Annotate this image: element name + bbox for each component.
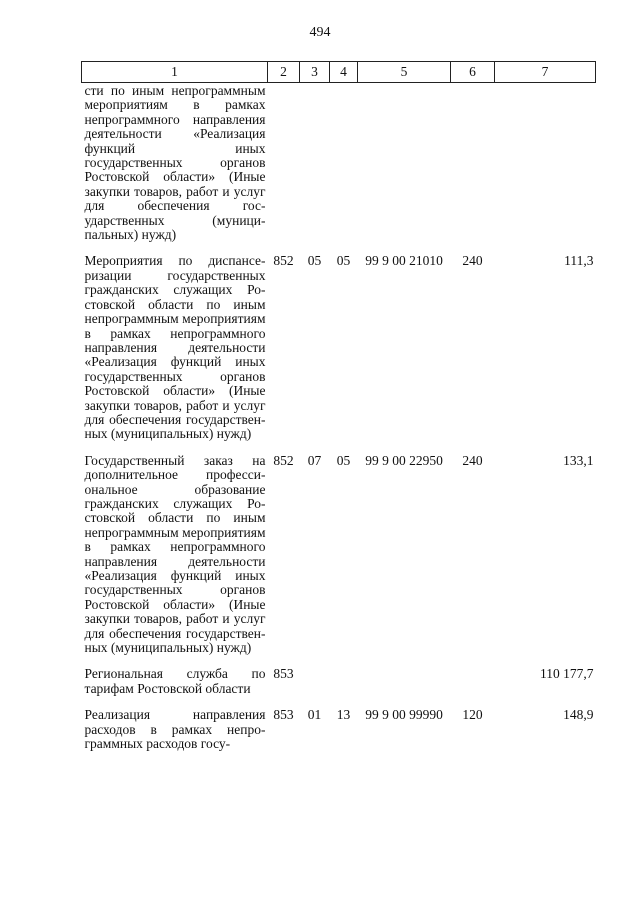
table-row bbox=[82, 454, 596, 668]
table-row bbox=[82, 254, 596, 453]
header-col-1: 1 bbox=[82, 62, 268, 83]
row-section-code bbox=[300, 667, 330, 708]
table-row bbox=[82, 667, 596, 708]
row-ministry-code: 852 bbox=[273, 253, 294, 269]
header-col-7: 7 bbox=[495, 62, 596, 83]
row-subsection-code: 05 bbox=[336, 253, 351, 269]
row-section-code bbox=[300, 83, 330, 255]
row-amount: 110 177,7 bbox=[540, 666, 594, 682]
row-ministry-code: 853 bbox=[273, 666, 294, 682]
row-section-code: 01 bbox=[307, 707, 322, 723]
row-subsection-code: 05 bbox=[336, 452, 351, 468]
row-target-code bbox=[358, 667, 451, 708]
row-name: Реализация направления расходов в рамках непрограммных расходов госу- bbox=[84, 707, 266, 752]
row-name: Государственный заказ на дополнительное профессиональное образование гражданских служащих Ростовской области по иным непрограммным мероприятиям в рамках непрограммного направления деятельности «Реализация функций иных государственных органов Ростовской области» (Иные закупки товаров, работ и услуг для обеспечения государственных (муниципальных) нужд) bbox=[84, 452, 266, 656]
row-amount: 133,1 bbox=[563, 452, 594, 468]
row-section-code: 07 bbox=[307, 452, 322, 468]
table-row bbox=[82, 708, 596, 763]
page-number: 494 bbox=[309, 25, 331, 40]
row-amount: 148,9 bbox=[563, 707, 594, 723]
header-col-2: 2 bbox=[268, 62, 300, 83]
table-row bbox=[82, 83, 596, 255]
row-target-code bbox=[358, 83, 451, 255]
row-name: сти по иным непрограммным мероприятиям в рамках непрограммного направления деятельности «Реализация функций иных государственных органов Ростовской области» (Иные закупки товаров, работ и услуг для обеспечения государственных (муниципальных) нужд) bbox=[84, 83, 266, 243]
row-section-code: 05 bbox=[307, 253, 322, 269]
table-body bbox=[82, 83, 596, 764]
header-col-4: 4 bbox=[330, 62, 358, 83]
header-col-3: 3 bbox=[300, 62, 330, 83]
header-col-5: 5 bbox=[358, 62, 451, 83]
row-subsection-code bbox=[330, 83, 358, 255]
row-expense-type: 120 bbox=[462, 707, 483, 723]
row-name: Региональная служба по тарифам Ростовской области bbox=[84, 666, 266, 696]
row-expense-type bbox=[451, 667, 495, 708]
budget-table bbox=[81, 61, 596, 763]
row-target-code: 99 9 00 99990 bbox=[365, 707, 443, 723]
table-header bbox=[82, 62, 596, 83]
row-target-code: 99 9 00 22950 bbox=[365, 452, 443, 468]
row-expense-type: 240 bbox=[462, 452, 483, 468]
row-ministry-code: 853 bbox=[273, 707, 294, 723]
row-amount: 111,3 bbox=[564, 253, 594, 269]
row-amount bbox=[495, 83, 596, 255]
header-row bbox=[82, 62, 596, 83]
header-col-6: 6 bbox=[451, 62, 495, 83]
row-expense-type: 240 bbox=[462, 253, 483, 269]
row-ministry-code: 852 bbox=[273, 452, 294, 468]
row-subsection-code bbox=[330, 667, 358, 708]
row-subsection-code: 13 bbox=[336, 707, 351, 723]
row-target-code: 99 9 00 21010 bbox=[365, 253, 443, 269]
row-expense-type bbox=[451, 83, 495, 255]
row-ministry-code bbox=[268, 83, 300, 255]
row-name: Мероприятия по диспансеризации государственных гражданских служащих Ростовской области по иным непрограммным мероприятиям в рамках непрограммного направления деятельности «Реализация функций иных государственных органов Ростовской области» (Иные закупки товаров, работ и услуг для обеспечения государственных (муниципальных) нужд) bbox=[84, 253, 266, 442]
